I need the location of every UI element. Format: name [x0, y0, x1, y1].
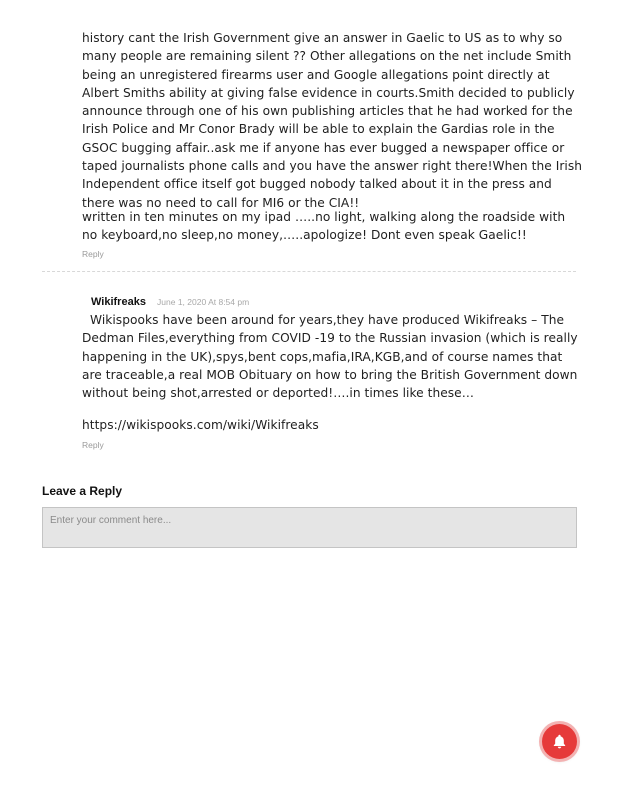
comment-text: [82, 208, 582, 245]
comment-meta: [91, 290, 249, 309]
reply-link[interactable]: Reply: [82, 249, 104, 259]
bell-icon-svg: [551, 733, 568, 750]
comment-date[interactable]: June 1, 2020 At 8:54 pm: [157, 297, 250, 307]
comment-author[interactable]: Wikifreaks: [91, 296, 146, 308]
notification-bell-button[interactable]: [542, 724, 577, 759]
comment-text: [82, 416, 582, 434]
leave-reply-heading: Leave a Reply: [42, 484, 123, 498]
comment-divider: [42, 271, 576, 272]
comment-text: [82, 29, 582, 212]
comment-paragraph: https://wikispooks.com/wiki/Wikifreaks: [82, 418, 319, 432]
comment-paragraph: Wikispooks have been around for years,they have produced Wikifreaks – The Dedman Files,everything from COVID -19 to the Russian invasion (which is really happening in the UK),spys,bent cops,mafia,IRA,KGB,and of course names that are traceable,a real MOB Obituary on how to bring the British Government down without being shot,arrested or deported!….in times like these…: [82, 313, 578, 401]
reply-link[interactable]: Reply: [82, 440, 104, 450]
comment-paragraph: history cant the Irish Government give an answer in Gaelic to US as to why so many people are remaining silent ?? Other allegations on the net include Smith being an unregistered firearms user and Google allegations point directly at Albert Smiths ability at giving false evidence in courts.Smith decided to publicly announce through one of his own publishing articles that he had worked for the Irish Police and Mr Conor Brady will be able to explain the Gardias role in the GSOC bugging affair..ask me if anyone has ever bugged a newspaper office or taped journalists phone calls and you have the answer right there!When the Irish Independent office itself got bugged nobody talked about it in the press and there was no need to call for MI6 or the CIA!!: [82, 31, 583, 210]
comment-paragraph: written in ten minutes on my ipad …..no light, walking along the roadside with no keyboard,no sleep,no money,…..apologize! Dont even speak Gaelic!!: [82, 210, 566, 243]
comment-text: [82, 311, 582, 402]
comment-input[interactable]: [42, 507, 577, 548]
bell-icon: [551, 733, 568, 750]
